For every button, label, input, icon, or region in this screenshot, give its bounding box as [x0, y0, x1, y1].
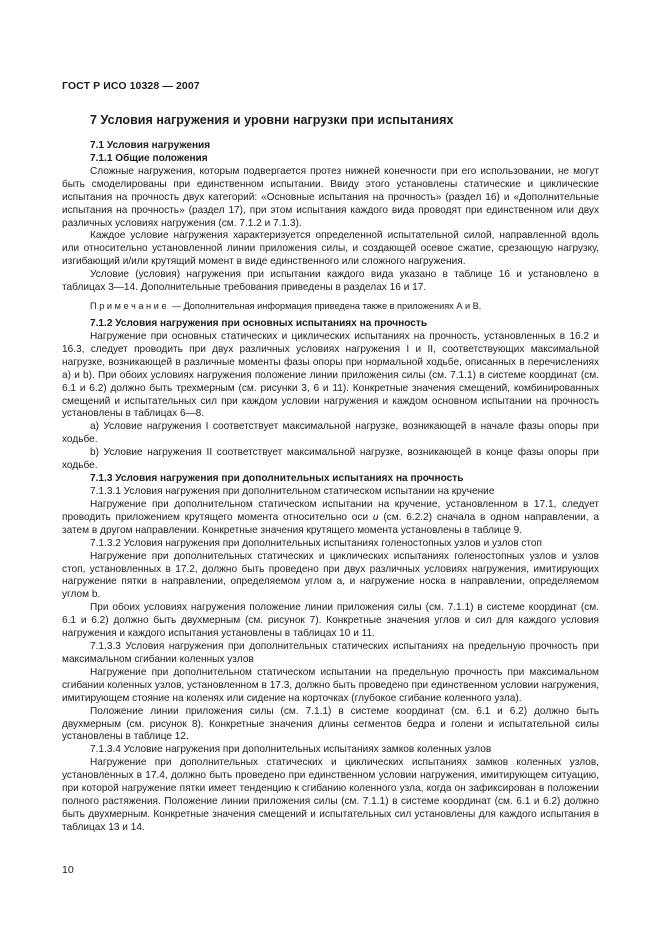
paragraph: Нагружение при основных статических и циклических испытаниях на прочность, установленных в 16.2 и 16.3, следует проводить при двух различных условиях нагружения I и II, соответствующих максимальной нагрузке, возникающей в различные моменты фазы опоры при нормальной ходьбе, описанных в перечислениях а) и b). При обоих условиях нагружения положение линии приложения силы (см. 7.1.1) в системе координат (см. 6.1 и 6.2) должно быть трехмерным (см. рисунки 3, 6 и 11). Конкретные значения смещений, комбинированных смещений и испытательных сил при каждом условии нагружения и каждом основном испытании на прочность установлены в таблицах 6—8. [62, 330, 599, 420]
paragraph-part: Нагружение при дополнительном статическом испытании на кручение, установленном в 17.1, следует проводить приложением крутящего момента относительно оси [62, 498, 599, 523]
paragraph-part: (см. 6.2.2) сначала в одном направлении, а затем в другом направлении. Конкретные значения крутящего момента установлены в таблице 9. [62, 511, 599, 536]
note-label: Примечание [90, 301, 170, 312]
subheading-7-1-3-3: 7.1.3.3 Условия нагружения при дополнительных статических испытаниях на предельную прочность при максимальном сгибании коленных узлов [62, 641, 599, 665]
paragraph: Нагружение при дополнительном статическом испытании на предельную прочность при максимальном сгибании коленных узлов, установленном в 17.3, должно быть проведено при единственном условии нагружения, имитирующем стояние на коленях или сидение на корточках (глубокое сгибание коленного узла). [62, 666, 599, 704]
paragraph: Условие (условия) нагружения при испытании каждого вида указано в таблице 16 и установлено в таблицах 3—14. Дополнительные требования приведены в разделах 16 и 17. [62, 269, 599, 294]
subheading-7-1-3-2: 7.1.3.2 Условия нагружения при дополнительных испытаниях голеностопных узлов и узлов стоп [90, 537, 543, 549]
heading-7-1-3: 7.1.3 Условия нагружения при дополнительных испытаниях на прочность [90, 473, 464, 485]
paragraph: Нагружение при дополнительных статических и циклических испытаниях замков коленных узлов, установленных в 17.4, должно быть проведено при единственном условии нагружения, имитирующем ситуацию, при которой нагружение пятки имеет тенденцию к сгибанию коленного узла, когда он зафиксирован в положении полного растяжения. Положение линии приложения силы (см. 7.1.1) в системе координат (см. 6.1 и 6.2) должно быть двухмерным. Конкретные значения смещений и испытательных сил установлены для каждого испытания в таблицах 13 и 14. [62, 757, 599, 833]
note-text: — Дополнительная информация приведена также в приложениях А и B. [169, 301, 482, 312]
paragraph: Каждое условие нагружения характеризуется определенной испытательной силой, направленной вдоль или относительно установленной линии приложения силы, и создающей осевое сжатие, срезающую нагрузку, изгибающий и/или крутящий момент в виде единственного или сложного нагружения. [62, 230, 599, 268]
angle-symbol-b: b [91, 589, 98, 601]
heading-7-1-2: 7.1.2 Условия нагружения при основных испытаниях на прочность [90, 317, 428, 329]
document-body [62, 140, 599, 835]
paragraph: Положение линии приложения силы (см. 7.1.1) в системе координат (см. 6.1 и 6.2) должно быть двухмерным (см. рисунок 8). Конкретные значения длины сегментов бедра и голени и испытательной силы установлены в таблице 12. [62, 705, 599, 743]
note [62, 300, 599, 313]
paragraph-part: . [97, 589, 101, 601]
page-number: 10 [62, 864, 74, 876]
list-item-b: b) Условие нагружения II соответствует максимальной нагрузке, возникающей в конце фазы опоры при ходьбе. [62, 447, 599, 472]
paragraph-part: Нагружение при дополнительных статических и циклических испытаниях голеностопных узлов и узлов стоп, установленных в 17.2, должно быть проведено при двух различных условиях нагружения, имитирующих нагружение пятки в направлении, определяемом углом [62, 550, 599, 588]
heading-7-1-1: 7.1.1 Общие положения [90, 152, 208, 164]
axis-symbol: u [372, 511, 379, 523]
paragraph-part: , и нагружение носка в направлении, определяемом углом [62, 576, 599, 601]
paragraph: Сложные нагружения, которым подвергается протез нижней конечности при его использовании, не могут быть смоделированы при единственном испытании. Ввиду этого установлены статические и циклические испытания на прочность двух категорий: «Основные испытания на прочность» (раздел 16) и «Дополнительные испытания на прочность» (раздел 17), при этом испытания каждого вида проводят при единственном или двух различных условиях нагружения (см. 7.1.2 и 7.1.3). [62, 165, 599, 229]
list-item-a: а) Условие нагружения I соответствует максимальной нагрузке, возникающей в начале фазы опоры при ходьбе. [62, 421, 599, 446]
document-header: ГОСТ Р ИСО 10328 — 2007 [62, 80, 200, 92]
section-title: 7 Условия нагружения и уровни нагрузки при испытаниях [90, 113, 454, 127]
paragraph [62, 499, 599, 538]
subheading-7-1-3-4: 7.1.3.4 Условие нагружения при дополнительных испытаниях замков коленных узлов [90, 744, 492, 756]
subheading-7-1-3-1: 7.1.3.1 Условия нагружения при дополнительном статическом испытании на кручение [90, 485, 495, 497]
paragraph: При обоих условиях нагружения положение линии приложения силы (см. 7.1.1) в системе координат (см. 6.1 и 6.2) должно быть двухмерным (см. рисунок 7). Конкретные значения углов и сил для каждого условия нагружения и каждого испытания установлены в таблицах 10 и 11. [62, 602, 599, 640]
heading-7-1: 7.1 Условия нагружения [90, 140, 211, 151]
paragraph [62, 551, 599, 603]
angle-symbol-a: a [336, 576, 343, 588]
